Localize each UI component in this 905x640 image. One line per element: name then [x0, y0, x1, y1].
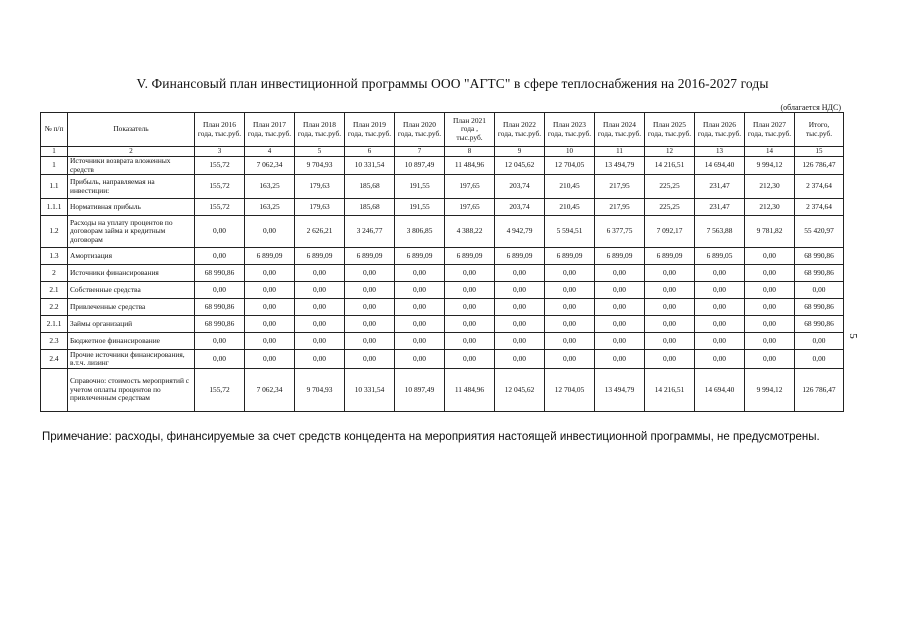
- column-header: План 2022 года, тыс.руб.: [495, 113, 545, 147]
- table-cell: 0,00: [595, 350, 645, 369]
- table-cell: 0,00: [545, 333, 595, 350]
- table-cell: 10 897,49: [395, 369, 445, 412]
- table-cell: 11 484,96: [445, 157, 495, 175]
- table-cell: 0,00: [745, 316, 795, 333]
- table-cell: 6 899,09: [345, 248, 395, 265]
- table-cell: 0,00: [495, 350, 545, 369]
- table-cell: 12 704,05: [545, 369, 595, 412]
- column-number: 11: [595, 147, 645, 157]
- column-header: План 2027 года, тыс.руб.: [745, 113, 795, 147]
- table-cell: 4 388,22: [445, 216, 495, 248]
- column-header: План 2023 года, тыс.руб.: [545, 113, 595, 147]
- column-number: 13: [695, 147, 745, 157]
- table-cell: 0,00: [645, 282, 695, 299]
- row-indicator: Нормативная прибыль: [68, 199, 195, 216]
- table-cell: 0,00: [295, 265, 345, 282]
- table-row: [41, 265, 844, 282]
- column-number: 5: [295, 147, 345, 157]
- table-cell: 0,00: [395, 316, 445, 333]
- table-cell: 10 331,54: [345, 157, 395, 175]
- row-indicator: Собственные средства: [68, 282, 195, 299]
- column-number: 1: [41, 147, 68, 157]
- table-cell: 126 786,47: [795, 157, 844, 175]
- table-cell: 0,00: [395, 350, 445, 369]
- table-cell: 0,00: [395, 333, 445, 350]
- table-cell: 163,25: [245, 199, 295, 216]
- table-cell: 68 990,86: [795, 299, 844, 316]
- column-header: План 2024 года, тыс.руб.: [595, 113, 645, 147]
- table-cell: 14 694,40: [695, 157, 745, 175]
- table-cell: 231,47: [695, 199, 745, 216]
- table-cell: 6 899,09: [495, 248, 545, 265]
- row-number: 1.2: [41, 216, 68, 248]
- table-row: [41, 216, 844, 248]
- table-cell: 0,00: [695, 316, 745, 333]
- row-number: [41, 369, 68, 412]
- table-cell: 0,00: [645, 299, 695, 316]
- table-cell: 6 377,75: [595, 216, 645, 248]
- table-cell: 3 246,77: [345, 216, 395, 248]
- table-cell: 0,00: [495, 316, 545, 333]
- column-number: 15: [795, 147, 844, 157]
- table-cell: 0,00: [345, 350, 395, 369]
- table-cell: 0,00: [695, 333, 745, 350]
- column-header: Итого, тыс.руб.: [795, 113, 844, 147]
- table-cell: 0,00: [545, 282, 595, 299]
- table-cell: 0,00: [195, 333, 245, 350]
- table-cell: 12 045,62: [495, 369, 545, 412]
- column-number: 7: [395, 147, 445, 157]
- table-row: [41, 350, 844, 369]
- table-cell: 185,68: [345, 175, 395, 199]
- column-header: План 2026 года, тыс.руб.: [695, 113, 745, 147]
- vat-note: (облагается НДС): [780, 103, 841, 112]
- table-cell: 7 062,34: [245, 369, 295, 412]
- row-indicator: Амортизация: [68, 248, 195, 265]
- column-header: План 2025 года, тыс.руб.: [645, 113, 695, 147]
- column-header: План 2019 года, тыс.руб.: [345, 113, 395, 147]
- table-cell: 6 899,09: [245, 248, 295, 265]
- column-header: План 2020 года, тыс.руб.: [395, 113, 445, 147]
- table-cell: 0,00: [695, 282, 745, 299]
- table-cell: 9 994,12: [745, 369, 795, 412]
- table-body: [41, 157, 844, 412]
- table-cell: 217,95: [595, 175, 645, 199]
- table-cell: 12 045,62: [495, 157, 545, 175]
- table-row: [41, 369, 844, 412]
- table-cell: 0,00: [345, 316, 395, 333]
- table-cell: 0,00: [245, 216, 295, 248]
- column-number: 6: [345, 147, 395, 157]
- table-cell: 225,25: [645, 199, 695, 216]
- table-cell: 7 092,17: [645, 216, 695, 248]
- row-number: 2.1.1: [41, 316, 68, 333]
- table-cell: 0,00: [195, 248, 245, 265]
- table-cell: 0,00: [795, 282, 844, 299]
- table-cell: 12 704,05: [545, 157, 595, 175]
- table-cell: 0,00: [245, 299, 295, 316]
- column-number: 10: [545, 147, 595, 157]
- row-indicator: Прочие источники финансирования, в.т.ч. лизинг: [68, 350, 195, 369]
- table-cell: 0,00: [595, 299, 645, 316]
- table-cell: 0,00: [645, 333, 695, 350]
- table-cell: 0,00: [745, 299, 795, 316]
- table-cell: 6 899,09: [545, 248, 595, 265]
- table-cell: 68 990,86: [795, 316, 844, 333]
- table-cell: 179,63: [295, 175, 345, 199]
- table-cell: 210,45: [545, 199, 595, 216]
- column-header: План 2021 года , тыс.руб.: [445, 113, 495, 147]
- row-indicator: Справочно: стоимость мероприятий с учетом оплаты процентов по привлеченным средствам: [68, 369, 195, 412]
- column-header: План 2016 года, тыс.руб.: [195, 113, 245, 147]
- table-cell: 55 420,97: [795, 216, 844, 248]
- table-cell: 0,00: [195, 216, 245, 248]
- table-cell: 0,00: [545, 350, 595, 369]
- table-cell: 0,00: [395, 282, 445, 299]
- table-cell: 9 781,82: [745, 216, 795, 248]
- table-cell: 0,00: [195, 350, 245, 369]
- table-cell: 0,00: [445, 316, 495, 333]
- table-cell: 0,00: [395, 299, 445, 316]
- table-cell: 0,00: [445, 333, 495, 350]
- table-cell: 126 786,47: [795, 369, 844, 412]
- table-cell: 0,00: [245, 333, 295, 350]
- table-cell: 203,74: [495, 175, 545, 199]
- table-cell: 191,55: [395, 199, 445, 216]
- table-cell: 0,00: [595, 282, 645, 299]
- table-cell: 197,65: [445, 175, 495, 199]
- row-number: 2.1: [41, 282, 68, 299]
- row-indicator: Прибыль, направляемая на инвестиции:: [68, 175, 195, 199]
- row-indicator: Источники финансирования: [68, 265, 195, 282]
- table-row: [41, 316, 844, 333]
- table-row: [41, 333, 844, 350]
- table-cell: 0,00: [745, 350, 795, 369]
- table-cell: 6 899,05: [695, 248, 745, 265]
- header-row: [41, 113, 844, 147]
- table-cell: 0,00: [445, 282, 495, 299]
- table-cell: 0,00: [195, 282, 245, 299]
- row-number: 1.3: [41, 248, 68, 265]
- column-number: 14: [745, 147, 795, 157]
- column-number: 2: [68, 147, 195, 157]
- table-cell: 68 990,86: [795, 265, 844, 282]
- table-cell: 0,00: [695, 299, 745, 316]
- table-cell: 9 704,93: [295, 157, 345, 175]
- table-cell: 0,00: [245, 265, 295, 282]
- table-cell: 0,00: [245, 350, 295, 369]
- financial-plan-table: [40, 112, 844, 412]
- table-cell: 185,68: [345, 199, 395, 216]
- table-cell: 0,00: [645, 265, 695, 282]
- table-cell: 197,65: [445, 199, 495, 216]
- page-number: 5: [846, 333, 859, 339]
- table-cell: 14 216,51: [645, 157, 695, 175]
- table-cell: 212,30: [745, 175, 795, 199]
- table-cell: 0,00: [345, 282, 395, 299]
- table-cell: 4 942,79: [495, 216, 545, 248]
- table-cell: 0,00: [295, 350, 345, 369]
- table-cell: 0,00: [745, 248, 795, 265]
- table-cell: 2 626,21: [295, 216, 345, 248]
- table-cell: 0,00: [445, 265, 495, 282]
- table-row: [41, 248, 844, 265]
- table-cell: 0,00: [645, 316, 695, 333]
- table-cell: 155,72: [195, 175, 245, 199]
- column-number-row: [41, 147, 844, 157]
- table-cell: 203,74: [495, 199, 545, 216]
- table-row: [41, 199, 844, 216]
- table-cell: 0,00: [595, 333, 645, 350]
- table-cell: 14 216,51: [645, 369, 695, 412]
- table-cell: 0,00: [745, 265, 795, 282]
- table-cell: 210,45: [545, 175, 595, 199]
- table-cell: 3 806,85: [395, 216, 445, 248]
- table-cell: 0,00: [395, 265, 445, 282]
- table-cell: 6 899,09: [295, 248, 345, 265]
- column-number: 9: [495, 147, 545, 157]
- table-cell: 5 594,51: [545, 216, 595, 248]
- table-cell: 0,00: [595, 265, 645, 282]
- row-number: 2.2: [41, 299, 68, 316]
- row-number: 1: [41, 157, 68, 175]
- column-number: 8: [445, 147, 495, 157]
- table-cell: 2 374,64: [795, 175, 844, 199]
- table-cell: 163,25: [245, 175, 295, 199]
- table-cell: 0,00: [695, 350, 745, 369]
- table-cell: 0,00: [295, 333, 345, 350]
- table-cell: 0,00: [495, 265, 545, 282]
- table-cell: 10 897,49: [395, 157, 445, 175]
- table-cell: 0,00: [745, 333, 795, 350]
- column-header: Показатель: [68, 113, 195, 147]
- table-cell: 0,00: [495, 333, 545, 350]
- table-cell: 7 062,34: [245, 157, 295, 175]
- column-number: 3: [195, 147, 245, 157]
- table-cell: 6 899,09: [595, 248, 645, 265]
- table-cell: 0,00: [295, 299, 345, 316]
- table-cell: 179,63: [295, 199, 345, 216]
- table-cell: 225,25: [645, 175, 695, 199]
- row-indicator: Источники возврата вложенных средств: [68, 157, 195, 175]
- table-cell: 0,00: [745, 282, 795, 299]
- table-cell: 0,00: [545, 299, 595, 316]
- table-cell: 0,00: [345, 299, 395, 316]
- table-cell: 0,00: [545, 316, 595, 333]
- row-indicator: Расходы на уплату процентов по договорам займа и кредитным договорам: [68, 216, 195, 248]
- table-cell: 0,00: [595, 316, 645, 333]
- column-header: № п/п: [41, 113, 68, 147]
- row-number: 1.1: [41, 175, 68, 199]
- row-number: 2: [41, 265, 68, 282]
- table-cell: 155,72: [195, 157, 245, 175]
- table-cell: 0,00: [545, 265, 595, 282]
- column-number: 12: [645, 147, 695, 157]
- table-row: [41, 282, 844, 299]
- row-number: 1.1.1: [41, 199, 68, 216]
- table-cell: 0,00: [295, 316, 345, 333]
- table-cell: 7 563,88: [695, 216, 745, 248]
- table-row: [41, 299, 844, 316]
- table-cell: 0,00: [345, 265, 395, 282]
- table-cell: 0,00: [445, 350, 495, 369]
- table-row: [41, 157, 844, 175]
- row-number: 2.3: [41, 333, 68, 350]
- table-cell: 13 494,79: [595, 369, 645, 412]
- table-cell: 0,00: [495, 282, 545, 299]
- table-cell: 68 990,86: [195, 299, 245, 316]
- table-cell: 9 994,12: [745, 157, 795, 175]
- row-indicator: Займы организаций: [68, 316, 195, 333]
- table-cell: 155,72: [195, 369, 245, 412]
- table-cell: 68 990,86: [195, 265, 245, 282]
- row-number: 2.4: [41, 350, 68, 369]
- footnote: Примечание: расходы, финансируемые за счет средств концедента на мероприятия настоящей инвестиционной программы, не предусмотрены.: [42, 431, 820, 443]
- table-cell: 0,00: [795, 350, 844, 369]
- table-cell: 217,95: [595, 199, 645, 216]
- table-cell: 0,00: [695, 265, 745, 282]
- table-cell: 0,00: [495, 299, 545, 316]
- table-cell: 0,00: [645, 350, 695, 369]
- table-cell: 0,00: [245, 282, 295, 299]
- table-cell: 6 899,09: [395, 248, 445, 265]
- column-number: 4: [245, 147, 295, 157]
- table-cell: 9 704,93: [295, 369, 345, 412]
- table-cell: 0,00: [795, 333, 844, 350]
- table-cell: 0,00: [295, 282, 345, 299]
- column-header: План 2018 года, тыс.руб.: [295, 113, 345, 147]
- row-indicator: Бюджетное финансирование: [68, 333, 195, 350]
- table-cell: 0,00: [445, 299, 495, 316]
- table-cell: 6 899,09: [645, 248, 695, 265]
- table-cell: 10 331,54: [345, 369, 395, 412]
- table-row: [41, 175, 844, 199]
- table-cell: 0,00: [245, 316, 295, 333]
- table-cell: 14 694,40: [695, 369, 745, 412]
- table-cell: 212,30: [745, 199, 795, 216]
- table-cell: 6 899,09: [445, 248, 495, 265]
- document-title: V. Финансовый план инвестиционной программы ООО "АГТС" в сфере теплоснабжения на 2016-2027 годы: [136, 76, 769, 91]
- table-cell: 2 374,64: [795, 199, 844, 216]
- table-cell: 191,55: [395, 175, 445, 199]
- table-cell: 13 494,79: [595, 157, 645, 175]
- table-cell: 155,72: [195, 199, 245, 216]
- table-cell: 11 484,96: [445, 369, 495, 412]
- table-cell: 68 990,86: [195, 316, 245, 333]
- table-cell: 68 990,86: [795, 248, 844, 265]
- table-cell: 0,00: [345, 333, 395, 350]
- column-header: План 2017 года, тыс.руб.: [245, 113, 295, 147]
- table-cell: 231,47: [695, 175, 745, 199]
- row-indicator: Привлеченные средства: [68, 299, 195, 316]
